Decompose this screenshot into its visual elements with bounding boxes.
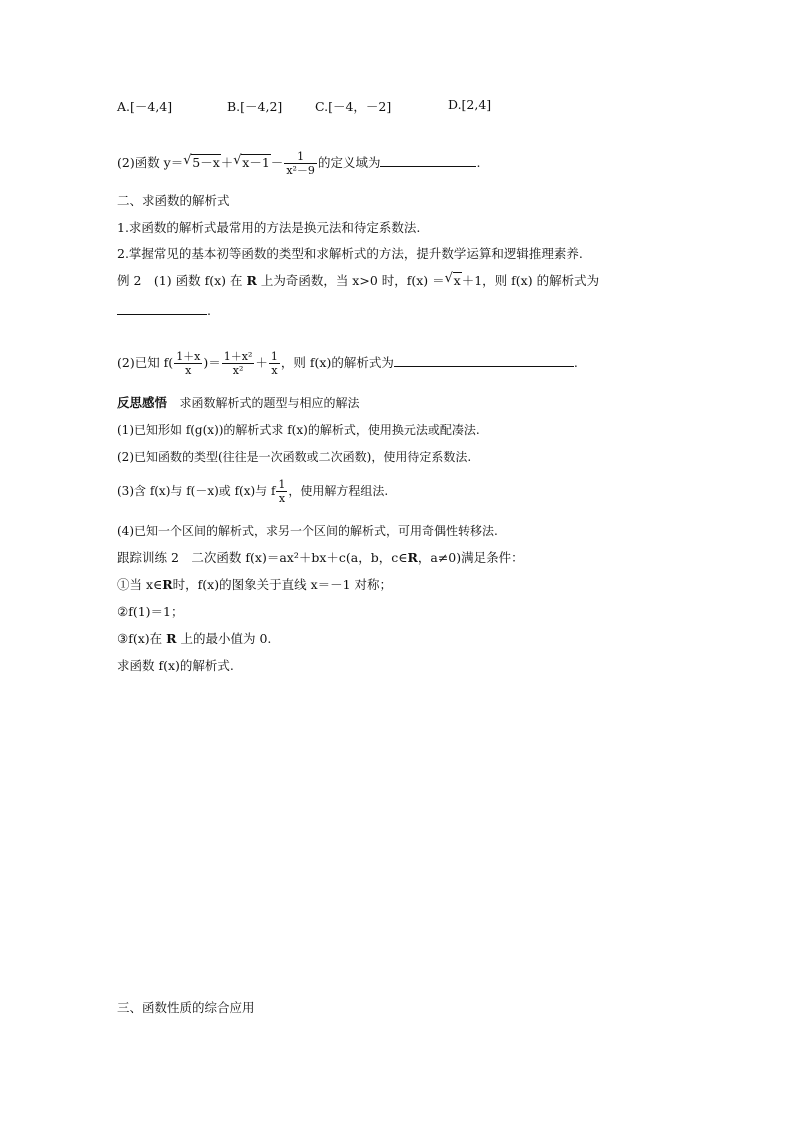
option-c: C.[－4，－2]: [315, 99, 392, 114]
condition-1: [117, 577, 392, 593]
ex2p2-text-c: ＋: [255, 355, 268, 370]
section-heading-2: 二、求函数的解析式: [117, 193, 230, 208]
option-b: B.[－4,2]: [227, 99, 283, 114]
real-set-symbol-2: R: [407, 550, 418, 565]
ex2p2-text-b: )＝: [203, 355, 221, 370]
frac3-den: x: [271, 364, 278, 377]
fraction-r3: [276, 478, 287, 505]
q2-suffix: 的定义域为: [317, 155, 381, 170]
frac-den: x²－9: [286, 164, 315, 177]
fraction-3: [269, 350, 280, 377]
answer-blank-ex2-2[interactable]: [394, 354, 574, 367]
r3-num: 1: [278, 478, 286, 491]
c3-text-b: 上的最小值为 0.: [176, 631, 272, 646]
reflection-subtitle: 求函数解析式的题型与相应的解法: [179, 396, 360, 410]
radicand-x: x: [453, 273, 461, 288]
minus-sign: －: [270, 155, 284, 170]
answer-blank-ex2-1[interactable]: [117, 302, 207, 315]
c1-text-a: ①当 x∈: [117, 577, 163, 592]
option-a: A.[－4,4]: [117, 99, 173, 114]
condition-2: ②f(1)＝1；: [117, 604, 184, 619]
real-set-symbol-3: R: [162, 577, 173, 592]
q2-prefix: (2)函数 y＝: [117, 155, 184, 170]
reflection-item-3: [117, 478, 388, 505]
ex2p2-end: .: [573, 355, 578, 370]
r3-den: x: [278, 492, 286, 505]
ex2-text-a: 例 2 (1) 函数 f(x) 在: [117, 273, 247, 288]
question-domain: [117, 150, 480, 177]
c3-text-a: ③f(x)在: [117, 631, 167, 646]
q2-end: .: [476, 155, 481, 170]
ex2-text-c: ＋1，则 f(x) 的解析式为: [461, 273, 600, 288]
reflection-item-1: (1)已知形如 f(g(x))的解析式求 f(x)的解析式，使用换元法或配凑法.: [117, 423, 480, 437]
reflection-item-2: (2)已知函数的类型(往往是一次函数或二次函数)，使用待定系数法.: [117, 450, 472, 464]
reflection-title: 反思感悟: [117, 395, 168, 410]
ex2-end: .: [207, 303, 211, 318]
radicand-2: x－1: [242, 155, 270, 170]
tracking-exercise-line: [117, 550, 524, 566]
example-2-part-2: [117, 350, 578, 377]
frac2-den: x²: [232, 364, 244, 377]
option-d: D.[2,4]: [448, 97, 492, 112]
r3-text-a: (3)含 f(x)与 f(－x)或 f(x)与 f: [117, 484, 276, 498]
section-heading-3: 三、函数性质的综合应用: [117, 1000, 255, 1015]
frac-num: 1: [284, 150, 317, 164]
real-set-symbol: R: [246, 273, 257, 288]
frac1-num: 1＋x: [176, 350, 201, 363]
sqrt-x: [445, 273, 462, 289]
radicand-1: 5－x: [192, 155, 220, 170]
ex2p2-text-a: (2)已知 f(: [117, 355, 174, 370]
ex2-text-b: 上为奇函数，当 x>0 时，f(x) ＝: [256, 273, 445, 288]
c1-text-b: 时，f(x)的图象关于直线 x＝－1 对称；: [172, 577, 393, 592]
frac3-num: 1: [270, 350, 278, 363]
paragraph-1: 1.求函数的解析式最常用的方法是换元法和待定系数法.: [117, 220, 421, 235]
frac2-num: 1＋x²: [223, 350, 253, 363]
fraction-q2: [284, 150, 317, 177]
sqrt-2: [233, 155, 271, 171]
r3-text-b: ，使用解方程组法.: [288, 484, 389, 498]
sqrt-1: [183, 155, 221, 171]
tracking-question: 求函数 f(x)的解析式.: [117, 658, 234, 673]
reflection-title-line: [117, 395, 360, 411]
answer-blank-q2[interactable]: [380, 154, 476, 167]
real-set-symbol-4: R: [166, 631, 177, 646]
ex2p2-text-d: ，则 f(x)的解析式为: [280, 355, 394, 370]
example-2-part-1: [117, 273, 599, 289]
condition-3: [117, 631, 271, 647]
track-text-b: ，a≠0)满足条件：: [417, 550, 524, 565]
example-2-blank-line: [117, 302, 211, 319]
plus-sign: ＋: [220, 155, 234, 170]
fraction-2: [222, 350, 255, 377]
frac1-den: x: [185, 364, 192, 377]
fraction-1: [174, 350, 202, 377]
paragraph-2: 2.掌握常见的基本初等函数的类型和求解析式的方法，提升数学运算和逻辑推理素养.: [117, 246, 583, 261]
reflection-item-4: (4)已知一个区间的解析式，求另一个区间的解析式，可用奇偶性转移法.: [117, 524, 498, 538]
track-text-a: 跟踪训练 2 二次函数 f(x)＝ax²＋bx＋c(a，b，c∈: [117, 550, 408, 565]
